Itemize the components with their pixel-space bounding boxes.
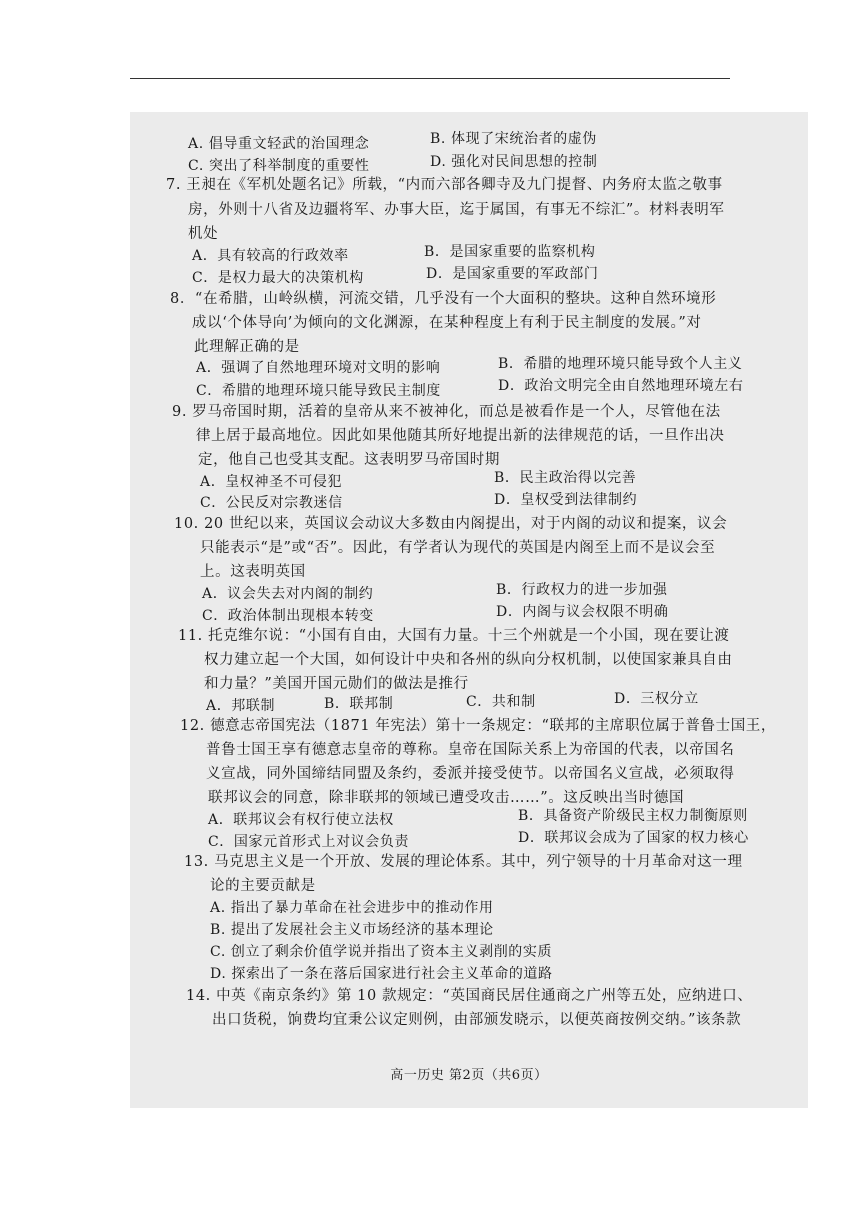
scanned-exam-page [130,112,808,1108]
q7-stem-line-1: 7. 王昶在《军机处题名记》所载，“内而六部各卿寺及九门提督、内务府太监之敬事 [166,177,723,193]
q9-option-b: B．民主政治得以完善 [494,470,637,486]
q10-option-a: A．议会失去对内阁的制约 [202,586,374,602]
q11-option-a: A．邦联制 [206,698,276,714]
q7-stem-line-3: 机处 [188,226,219,242]
q12-stem-line-3: 义宣战，同外国缔结同盟及条约，委派并接受使节。以帝国名义宣战，必须取得 [206,766,735,782]
q8-option-c: C．希腊的地理环境只能导致民主制度 [196,383,441,399]
q7-option-c: C．是权力最大的决策机构 [192,270,364,286]
q9-option-d: D．皇权受到法律制约 [494,492,638,508]
q7-stem-line-2: 房，外则十八省及边疆将军、办事大臣，迄于属国，有事无不综汇”。材料表明军 [188,202,725,218]
q8-option-b: B．希腊的地理环境只能导致个人主义 [498,356,743,372]
q11-option-d: D．三权分立 [614,691,699,707]
q6-option-b: B. 体现了宋统治者的虚伪 [430,131,597,147]
q13-option-a: A. 指出了暴力革命在社会进步中的推动作用 [210,900,494,916]
q10-stem-line-2: 只能表示“是”或“否”。因此，有学者认为现代的英国是内阁至上而不是议会至 [200,540,716,556]
q6-option-d: D. 强化对民间思想的控制 [430,154,598,170]
q14-stem-line-1: 14. 中英《南京条约》第 10 款规定：“英国商民居住通商之广州等五处，应纳进口、 [186,988,753,1004]
header-rule [130,78,730,79]
q8-stem-line-1: 8．“在希腊，山岭纵横，河流交错，几乎没有一个大面积的整块。这种自然环境形 [170,291,717,307]
q13-option-b: B. 提出了发展社会主义市场经济的基本理论 [210,922,494,938]
page-footer: 高一历史 第2页（共6页） [390,1068,548,1083]
q13-option-d: D. 探索出了一条在落后国家进行社会主义革命的道路 [210,966,553,982]
q6-option-c: C. 突出了科举制度的重要性 [188,158,370,174]
q12-stem-line-1: 12. 德意志帝国宪法（1871 年宪法）第十一条规定：“联邦的主席职位属于普鲁士国王， [180,718,776,734]
q9-stem-line-1: 9. 罗马帝国时期，活着的皇帝从来不被神化，而总是被看作是一个人，尽管他在法 [172,404,721,420]
q7-option-b: B．是国家重要的监察机构 [424,244,596,260]
q11-stem-line-1: 11. 托克维尔说：“小国有自由，大国有力量。十三个州就是一个小国，现在要让渡 [178,628,730,644]
q14-stem-line-2: 出口货税，饷费均宜秉公议定则例，由部颁发晓示，以便英商按例交纳。”该条款 [212,1012,742,1028]
q12-stem-line-2: 普鲁士国王享有德意志皇帝的尊称。皇帝在国际关系上为帝国的代表，以帝国名 [206,742,735,758]
q12-option-a: A．联邦议会有权行使立法权 [208,812,394,828]
q10-option-d: D．内阁与议会权限不明确 [496,604,669,620]
q8-stem-line-2: 成以‘个体导向’为倾向的文化渊源，在某种程度上有利于民主制度的发展。”对 [192,315,702,331]
q7-option-a: A．具有较高的行政效率 [192,248,349,264]
q9-stem-line-3: 定，他自己也受其支配。这表明罗马帝国时期 [198,452,500,468]
q11-option-b: B．联邦制 [324,696,394,712]
q13-stem-line-2: 论的主要贡献是 [210,878,316,894]
q11-stem-line-3: 和力量？”美国开国元勋们的做法是推行 [204,676,469,692]
q9-stem-line-2: 律上居于最高地位。因此如果他随其所好地提出新的法律规范的话，一旦作出决 [196,428,725,444]
q12-option-b: B．具备资产阶级民主权力制衡原则 [518,808,748,824]
q12-stem-line-4: 联邦议会的同意，除非联邦的领域已遭受攻击……”。这反映出当时德国 [208,790,685,806]
q10-stem-line-1: 10. 20 世纪以来，英国议会动议大多数由内阁提出，对于内阁的动议和提案，议会 [174,516,728,532]
q10-option-c: C．政治体制出现根本转变 [202,608,374,624]
q13-stem-line-1: 13. 马克思主义是一个开放、发展的理论体系。其中，列宁领导的十月革命对这一理 [184,854,743,870]
q8-option-d: D．政治文明完全由自然地理环境左右 [498,378,744,394]
q11-option-c: C．共和制 [466,694,536,710]
q11-stem-line-2: 权力建立起一个大国，如何设计中央和各州的纵向分权机制，以使国家兼具自由 [204,652,733,668]
q10-stem-line-3: 上。这表明英国 [200,564,306,580]
q7-option-d: D．是国家重要的军政部门 [426,266,599,282]
q9-option-c: C．公民反对宗教迷信 [200,495,343,511]
q6-option-a: A. 倡导重文轻武的治国理念 [188,136,370,152]
q8-stem-line-3: 此理解正确的是 [194,339,300,355]
q12-option-d: D．联邦议会成为了国家的权力核心 [518,830,749,846]
q8-option-a: A．强调了自然地理环境对文明的影响 [196,360,441,376]
q9-option-a: A．皇权神圣不可侵犯 [200,474,343,490]
q13-option-c: C. 创立了剩余价值学说并指出了资本主义剥削的实质 [210,944,553,960]
q12-option-c: C．国家元首形式上对议会负责 [208,834,410,850]
q10-option-b: B．行政权力的进一步加强 [496,582,668,598]
